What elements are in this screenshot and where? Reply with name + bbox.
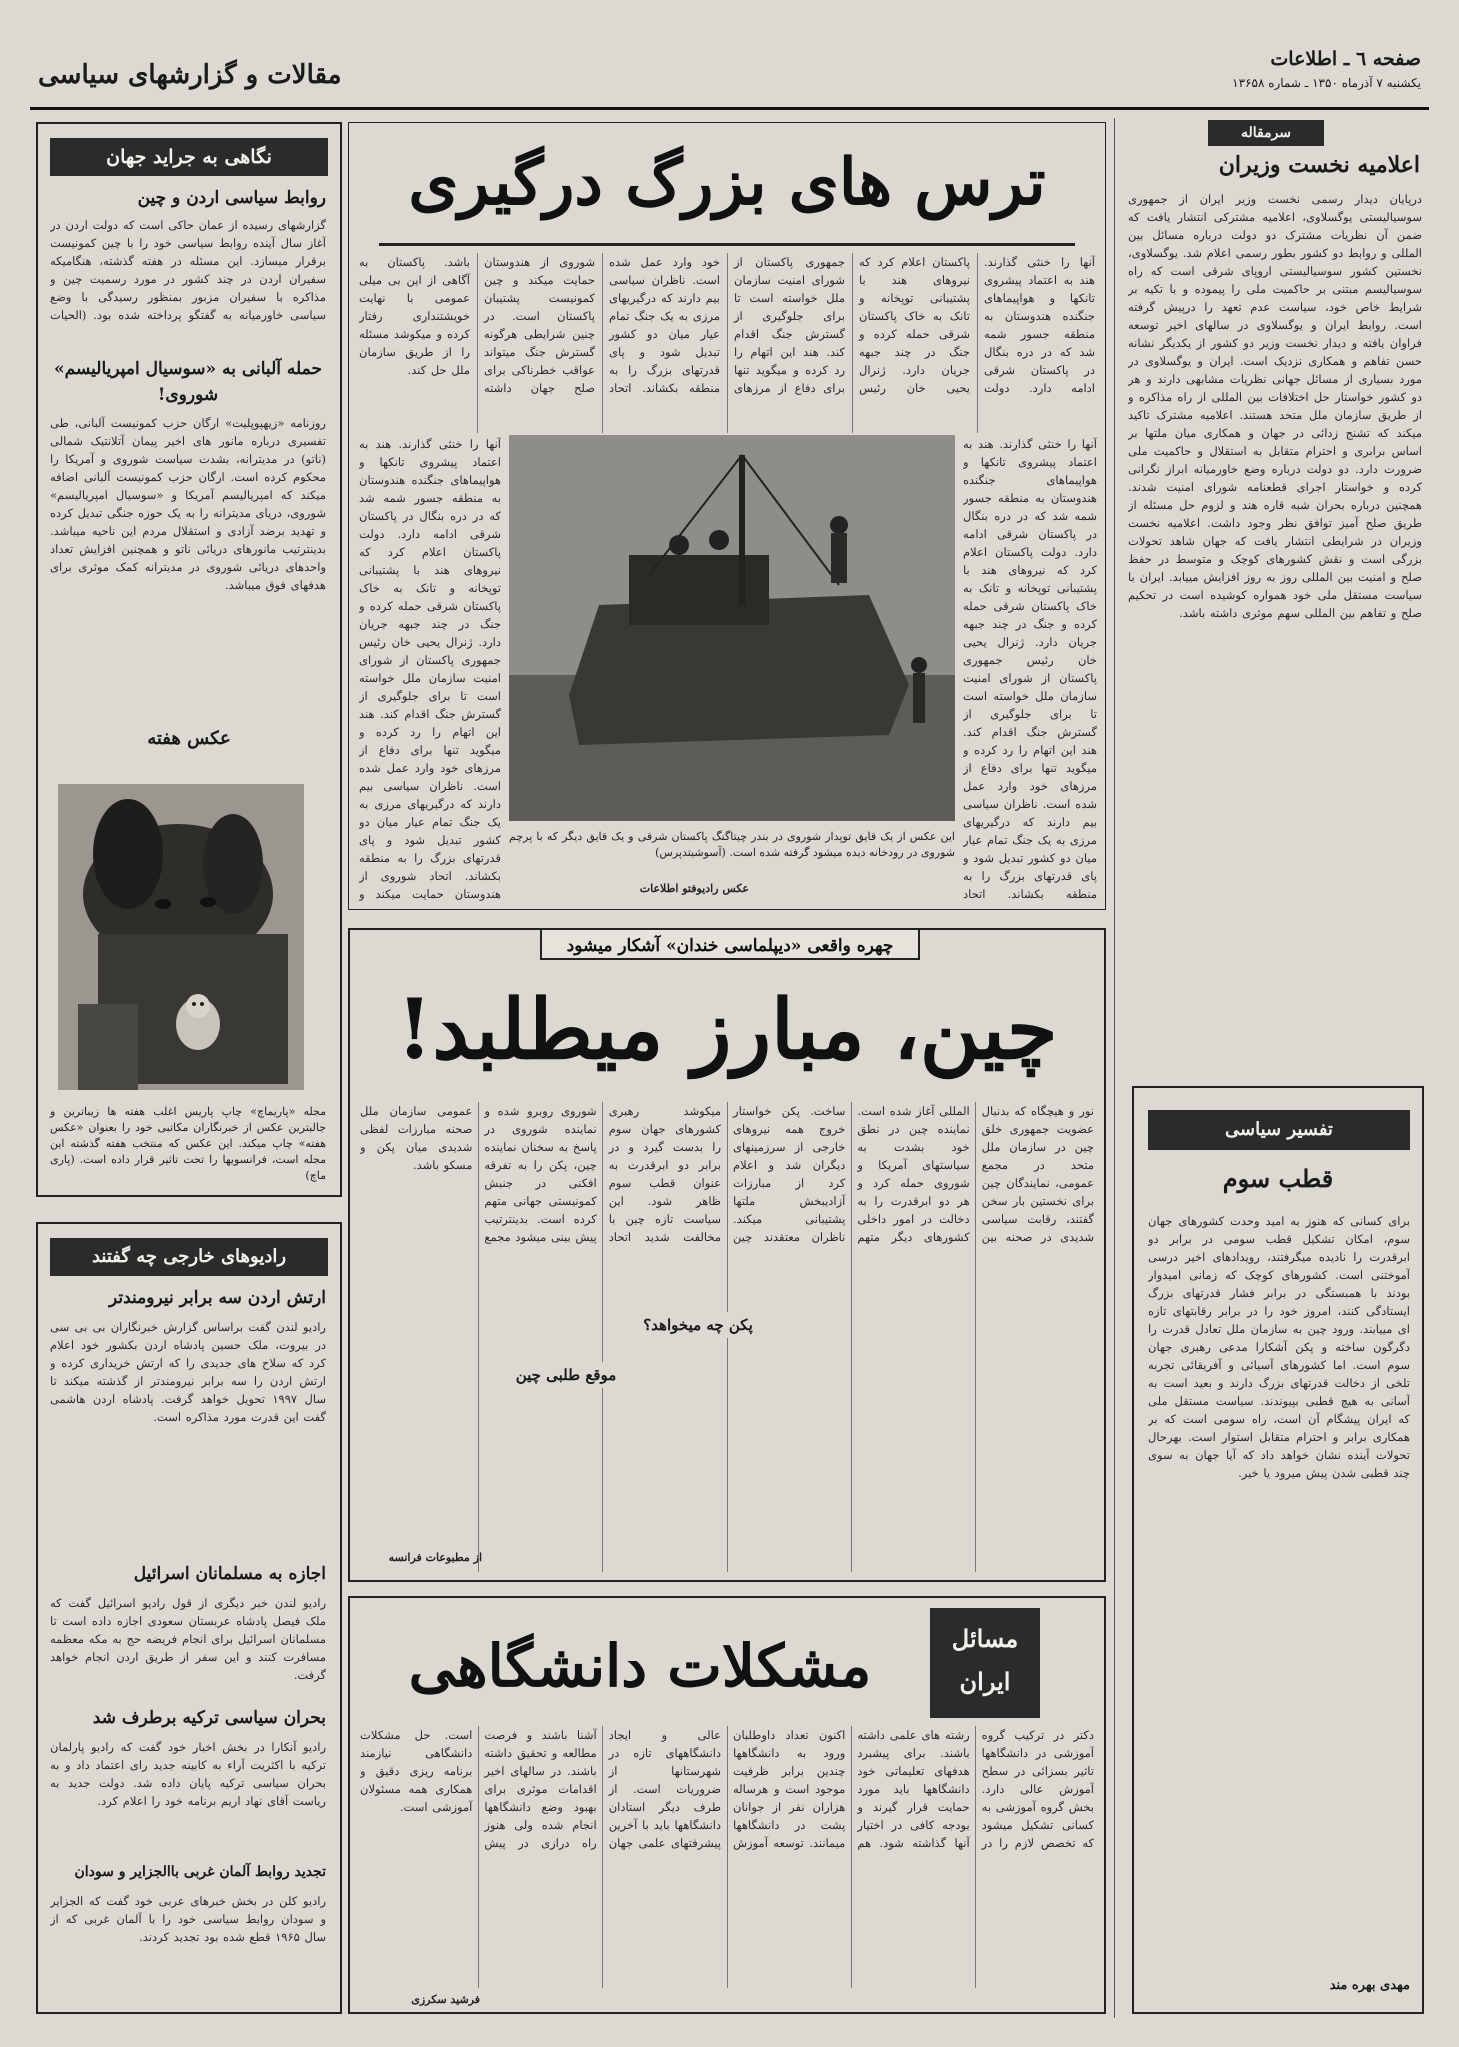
editorial-text: درپایان دیدار رسمی نخست وزیر ایران از جمهوری سوسیالیستی یوگسلاوی، اعلامیه مشترکی انتشار یافت که ضمن آن نظریات مشترک دو دولت درباره مسائل بین المللی و روابط دو کشور بطور رسمی اعلام شد. یوگسلاوی، نخستین کشور سوسیالیستی اروپای شرقی است که راه سوسیالیسم مبتنی بر حاکمیت ملی را پیموده و با تکیه بر شرایط خاص خود، سیاست عدم تعهد را درپیش گرفته است. روابط ایران و یوگسلاوی در سالهای اخیر توسعه فراوان یافته و دیدار نخست وزیر دو کشور از یکدیگر نشانه حسن تفاهم و همکاری نزدیک است. ایران و یوگسلاوی در مورد بسیاری از مسائل جهانی نظریات مشابهی دارند و هر دو کشور خواستار حل اختلافات بین المللی از راه مذاکره و از طریق سازمان ملل متحد هستند. اعلامیه مشترک تاکید میکند که تشنج زدائی در جهان و همکاری میان ملتها بر اساس برابری و احترام متقابل به استقلال و حاکمیت ملی ضرورت دارد. دو دولت درباره وضع خاورمیانه ابراز نگرانی کرده و خواستار اجرای قطعنامه شورای امنیت شدند. همچنین درباره بحران شبه قاره هند و لزوم حل مسئله از طریق صلح آمیز توافق نظر وجود داشت. اعلامیه نخست وزیران در شرایطی انتشار یافت که جهان شاهد تحولات بزرگی است و نقش کشورهای کوچک و متوسط در حفظ صلح و امنیت بین المللی روز به روز افزایش مییابد. ایران با سیاست مستقل ملی خود همواره کوشیده است در تحکیم صلح و تفاهم بین المللی سهم موثری داشته باشد.: [1128, 192, 1422, 620]
radio1-title: ارتش اردن سه برابر نیرومندتر: [108, 1288, 326, 1308]
radio3-text: رادیو آنکارا در بخش اخبار خود گفت که رادیو پارلمان ترکیه با اکثریت آراء به کابینه جدید رای اعتماد داد و به بحران سیاسی ترکیه پایان داده شد. دولت جدید به ریاست آقای نهاد اریم برنامه خود را اعلام کرد.: [50, 1740, 326, 1808]
top-story-box: [348, 122, 1106, 910]
top-story-photo-credit: عکس رادیوفتو اطلاعات: [639, 882, 749, 895]
item1-title: روابط سیاسی اردن و چین: [137, 188, 326, 208]
university-box: [348, 1596, 1106, 2014]
page-label: صفحه ٦ ـ اطلاعات: [1270, 48, 1421, 70]
china-story-credit: از مطبوعات فرانسه: [388, 1551, 482, 1564]
photo-week-label: عکس هفته: [147, 728, 231, 749]
photo-week-image: [58, 784, 304, 1090]
radio1-text: رادیو لندن گفت براساس گزارش خبرنگاران بی بی سی در بیروت، ملک حسین پادشاه اردن بکشور خود اعلام کرد که سلاح های جدیدی را که ارتش خریداری کرده و ارتش اردن را سه برابر نیرومندتر از گذشته میکند تا سال ۱۹۹۷ تحویل خواهد گرفت. پادشاه اردن هاشمی گفت این قدرت مورد مذاکره است.: [50, 1320, 326, 1424]
issues-label-bottom: ایران: [959, 1667, 1011, 1696]
analysis-author: مهدی بهره مند: [1329, 1978, 1410, 1993]
china-subhead-1: پکن چه میخواهد؟: [640, 1312, 756, 1338]
radio4-text: رادیو کلن در بخش خبرهای عربی خود گفت که الجزایر و سودان روابط سیاسی خود را با آلمان غربی که از سال ۱۹۶۵ قطع شده بود تجدید کردند.: [50, 1894, 326, 1944]
radio4-title: تجدید روابط آلمان غربی باالجزایر و سودان: [74, 1864, 326, 1880]
dog-monkey-illustration: [58, 784, 304, 1090]
item1-text: گزارشهای رسیده از عمان حاکی است که دولت اردن در آغاز سال آینده روابط سیاسی خود را با چین کمونیست برقرار میسازد. این مسئله در هفته گذشته، هنگامیکه سفیران اردن در چند کشور در مورد رسمیت چین و مذاکره با سفیران مزبور بمنظور رسیدگی با وضع سیاسی خاورمیانه به گفتگو پرداخته شده بود. (الحیات: [50, 218, 326, 322]
analysis-text: برای کسانی که هنوز به امید وحدت کشورهای جهان سوم، امکان تشکیل قطب سومی در برابر دو ابرقدرت را نادیده میگرفتند، رویدادهای اخیر درسی آموختنی است. کشورهای کوچک که زمانی امیدوار بودند با همبستگی در برابر فشار قدرتهای بزرگ ایستادگی کنند، امروز خود را در برابر رقابتهای تازه ای مییابند. ورود چین به سازمان ملل تعادل قدرت را دگرگون ساخته و پکن آشکارا مدعی رهبری جهان سوم است. اما کشورهای آسیائی و آفریقائی تجربه تلخی از دخالت قدرتهای بزرگ دارند و بعید است به آسانی به هیچ قطبی بپیوندند. سیاست مستقل ملی که ایران پیشگام آن است، راه سومی است که بر همکاری برابر و احترام متقابل استوار است. بهرحال تحولات آینده نشان خواهد داد که آیا جهان به سوی چند قطبی شدن پیش میرود یا خیر.: [1148, 1214, 1410, 1480]
university-text: دکتر در ترکیب گروه آموزشی در دانشگاهها تاثیر بسزائی در سطح آموزش عالی دارد. بخش گروه آموزشی به کسانی تشکیل میشود که تخصص لازم را در رشته های علمی داشته باشند. برای پیشبرد هدفهای تعلیماتی خود دانشگاهها باید مورد حمایت قرار گیرند و بودجه کافی در اختیار آنها گذاشته شود. هم اکنون تعداد داوطلبان ورود به دانشگاهها چندین برابر ظرفیت موجود است و هرساله هزاران نفر از جوانان پشت در دانشگاهها میمانند. توسعه آموزش عالی و ایجاد دانشگاههای تازه در شهرستانها از ضروریات است. از طرف دیگر استادان دانشگاهها باید با آخرین پیشرفتهای علمی جهان آشنا باشند و فرصت مطالعه و تحقیق داشته باشند. در سالهای اخیر اقدامات موثری برای بهبود وضع دانشگاهها انجام شده ولی هنوز راه درازی در پیش است. حل مشکلات دانشگاهی نیازمند برنامه ریزی دقیق و همکاری همه مسئولان آموزشی است.: [360, 1728, 1094, 1850]
top-story-photo-caption: این عکس از یک قایق توپدار شوروی در بندر چیتاگنگ پاکستان شرقی و یک قایق دیگر که با پرچم شوروی در رودخانه دیده میشود گرفته شده است. (آسوشیتدپرس): [509, 830, 955, 859]
radio-label: رادیوهای خارجی چه گفتند: [50, 1238, 328, 1276]
china-subhead-2: موقع طلبی چین: [506, 1362, 626, 1388]
top-story-text-upper: آنها را خنثی گذارند. هند به اعتماد پیشروی تانکها و هواپیماهای جنگنده هندوستان به منطقه جسور شمه شد که در دره بنگال در پاکستان شرقی ادامه دارد. دولت پاکستان اعلام کرد که نیروهای هند با پشتیبانی توپخانه و تانک به خاک پاکستان شرقی حمله کرده و جنگ در چند جبهه جریان دارد. ژنرال یحیی خان رئیس جمهوری پاکستان از شورای امنیت سازمان ملل خواسته است تا برای جلوگیری از گسترش جنگ اقدام کند. هند این اتهام را رد کرده و میگوید تنها برای دفاع از مرزهای خود وارد عمل شده است. ناظران سیاسی بیم دارند که درگیریهای مرزی به یک جنگ تمام عیار میان دو کشور تبدیل شود و پای قدرتهای بزرگ را به منطقه بکشاند. اتحاد شوروی از هندوستان حمایت میکند و چین کمونیست پشتیبان پاکستان است. در چنین شرایطی هرگونه گسترش جنگ میتواند عواقب خطرناکی برای صلح جهان داشته باشد. پاکستان به آگاهی از این بی میلی عمومی با نهایت خویشتنداری رفتار کرده و میکوشد مسئله را از طریق سازمان ملل حل کند.: [359, 255, 1095, 395]
press-review-box: [36, 122, 342, 1197]
radio2-title: اجازه به مسلمانان اسرائیل: [133, 1564, 326, 1584]
item2-title: حمله آلبانی به «سوسیال امپریالیسم» شوروی!: [54, 359, 322, 405]
analysis-title: قطب سوم: [1222, 1164, 1334, 1193]
china-story-kicker: چهره واقعی «دیپلماسی خندان» آشکار میشود: [540, 928, 920, 960]
item2-text: روزنامه «زیهپوپلیت» ارگان حزب کمونیست آلبانی، طی تفسیری درباره مانور های اخیر پیمان آتلانتیک شمالی (ناتو) در مدیترانه، بشدت سیاست شوروی و آمریکا را محکوم کرده است. ارگان حزب کمونیست آلبانی اضافه میکند که امپریالیسم آمریکا و «سوسیال امپریالیسم» شوروی، دریای مدیترانه را به یک حوزه جنگی تبدیل کرده و تهدید برضد آزادی و استقلال مردم این ناحیه میباشد. بدینترتیب مانورهای دریائی ناتو و همچنین افزایش تعداد واحدهای دریائی شوروی در مدیترانه کمک موثری برای هدفهای فوق میباشد.: [50, 416, 326, 592]
china-story-headline: چین، مبارز میطلبد!: [396, 982, 1058, 1078]
top-story-photo: [509, 435, 955, 821]
top-story-text-left: آنها را خنثی گذارند. هند به اعتماد پیشروی تانکها و هواپیماهای جنگنده هندوستان به منطقه جسور شمه شد که در دره بنگال در پاکستان شرقی ادامه دارد. دولت پاکستان اعلام کرد که نیروهای هند با پشتیبانی توپخانه و تانک به خاک پاکستان شرقی حمله کرده و جنگ در چند جبهه جریان دارد. ژنرال یحیی خان رئیس جمهوری پاکستان از شورای امنیت سازمان ملل خواسته است تا برای جلوگیری از گسترش جنگ اقدام کند. هند این اتهام را رد کرده و میگوید تنها برای دفاع از مرزهای خود وارد عمل شده است. ناظران سیاسی بیم دارند که درگیریهای مرزی به یک جنگ تمام عیار میان دو کشور تبدیل شود و پای قدرتهای بزرگ را به منطقه بکشاند. اتحاد شوروی از هندوستان حمایت میکند و: [359, 437, 501, 901]
top-story-text-right: آنها را خنثی گذارند. هند به اعتماد پیشروی تانکها و هواپیماهای جنگنده هندوستان به منطقه جسور شمه شد که در دره بنگال در پاکستان شرقی ادامه دارد. دولت پاکستان اعلام کرد که نیروهای هند با پشتیبانی توپخانه و تانک به خاک پاکستان شرقی حمله کرده و جنگ در چند جبهه جریان دارد. ژنرال یحیی خان رئیس جمهوری پاکستان از شورای امنیت سازمان ملل خواسته است تا برای جلوگیری از گسترش جنگ اقدام کند. هند این اتهام را رد کرده و میگوید تنها برای دفاع از مرزهای خود وارد عمل شده است. ناظران سیاسی بیم دارند که درگیریهای مرزی به یک جنگ تمام عیار میان دو کشور تبدیل شود و پای قدرتهای بزرگ را به منطقه بکشاند. اتحاد: [963, 437, 1097, 901]
analysis-label: تفسیر سیاسی: [1148, 1110, 1410, 1150]
masthead-right: [1232, 48, 1421, 90]
top-story-headline: ترس های بزرگ درگیری: [408, 145, 1046, 220]
university-author: فرشید سکرزی: [411, 1993, 480, 2006]
issues-iran-badge: [930, 1608, 1040, 1718]
date-line: یکشنبه ۷ آذرماه ۱۳۵۰ ـ شماره ۱۳۶۵۸: [1232, 76, 1421, 90]
china-story-text: نور و هیچگاه که بدنبال عضویت جمهوری خلق چین در سازمان ملل متحد در مجمع عمومی، نمایندگان چین برای نخستین بار سخن گفتند، رقابت سیاسی شدیدی در صحنه بین المللی آغاز شده است. نماینده چین در نطق خود بشدت به سیاستهای آمریکا و شوروی حمله کرد و هر دو ابرقدرت را به دخالت در امور داخلی کشورهای دیگر متهم ساخت. پکن خواستار خروج همه نیروهای خارجی از سرزمینهای دیگران شد و اعلام کرد از مبارزات آزادیبخش ملتها پشتیبانی میکند. ناظران معتقدند چین میکوشد رهبری کشورهای جهان سوم را بدست گیرد و در برابر دو ابرقدرت به عنوان قطب سوم ظاهر شود. این سیاست تازه چین با مخالفت شدید اتحاد شوروی روبرو شده و نماینده شوروی در پاسخ به سخنان نماینده چین، پکن را به تفرقه افکنی در جنبش کمونیستی جهانی متهم کرده است. بدینترتیب پیش بینی میشود مجمع عمومی سازمان ملل صحنه مبارزات لفظی شدیدی میان پکن و مسکو باشد.: [360, 1104, 1094, 1244]
issues-label-top: مسائل: [951, 1624, 1019, 1653]
press-review-label: نگاهی به جراید جهان: [50, 138, 328, 176]
radio-box: [36, 1222, 342, 2014]
radio3-title: بحران سیاسی ترکیه برطرف شد: [92, 1708, 326, 1728]
china-story-box: [348, 928, 1106, 1582]
right-column-rule: [1114, 118, 1115, 2018]
editorial-label: سرمقاله: [1208, 120, 1324, 146]
headline-underline: [379, 243, 1075, 246]
section-title: مقالات و گزارشهای سیاسی: [38, 60, 342, 90]
gunboat-illustration: [509, 435, 955, 821]
radio2-text: رادیو لندن خبر دیگری از قول رادیو اسرائیل گفت که ملک فیصل پادشاه عربستان سعودی اجازه داده است تا مسلمانان اسرائیل برای انجام فریضه حج به مکه معظمه مسافرت کنند و این سفر از طریق اردن انجام خواهد گرفت.: [50, 1596, 326, 1682]
photo-week-caption: مجله «پاریماچ» چاپ پاریس اغلب هفته ها زیباترین و جالبترین عکس از خبرنگاران مکاتبی خود را بعنوان «عکس هفته» چاپ میکند. این عکس که منتخب هفته گذشته این مجله است، فرانسویها را تحت تاثیر قرار داده است. (پاری ماچ): [50, 1105, 326, 1182]
masthead: [30, 40, 1429, 110]
analysis-box: [1132, 1086, 1424, 2014]
editorial-title: اعلامیه نخست وزیران: [1218, 152, 1420, 178]
university-headline: مشکلات دانشگاهی: [408, 1632, 872, 1700]
